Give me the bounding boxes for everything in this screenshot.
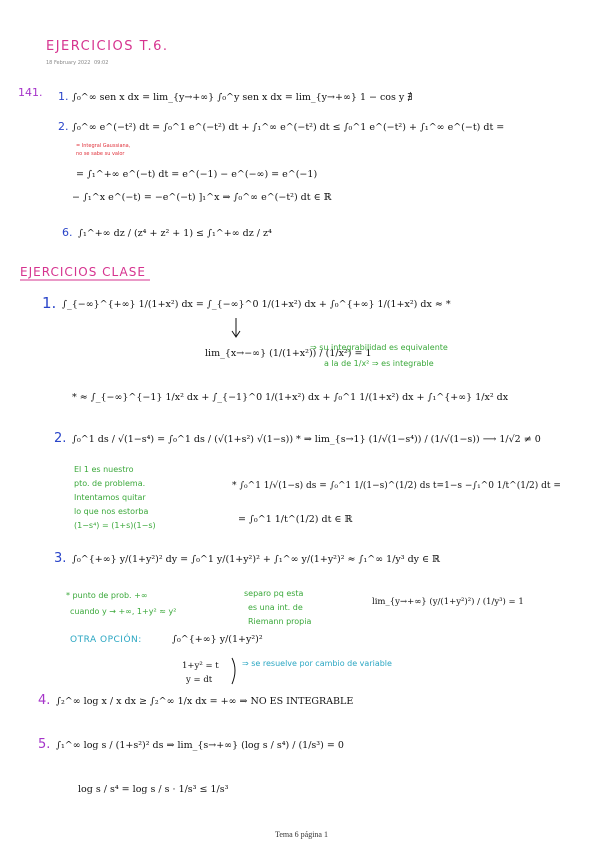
page-time: 09:02 [94,60,109,66]
ex3-limit: lim_{y→+∞} (y/(1+y²)²) / (1/y³) = 1 [372,597,524,607]
ex2-note-4: lo que nos estorba [74,507,149,516]
ex3-sub-1: 1+y² = t [182,661,219,671]
item2-note-1: = Integral Gaussiana, [76,143,131,149]
ex2-label: 2. [54,431,67,446]
brace-icon [232,658,235,684]
ex3-sub-note: ⇒ se resuelve por cambio de variable [242,659,392,668]
ex1-note-2: a la de 1/x² ⇒ es integrable [324,359,434,368]
ex2-expr: ∫₀^1 ds / √(1−s⁴) = ∫₀^1 ds / (√(1+s²) √(1−s)) * ⇒ lim_{s→1} (1/√(1−s⁴)) / (1/√(1−s)) ⟶ 1/√2 ≠ 0 [72,434,541,445]
ex4-expr: ∫₂^∞ log x / x dx ≥ ∫₂^∞ 1/x dx = +∞ ⇒ NO ES INTEGRABLE [56,696,354,707]
ex3-note-b3: Riemann propia [248,617,312,626]
item2-expr: ∫₀^∞ e^(−t²) dt = ∫₀^1 e^(−t²) dt + ∫₁^∞ e^(−t²) dt ≤ ∫₀^1 e^(−t²) + ∫₁^∞ e^(−t) dt = [72,122,505,133]
down-arrow-icon [232,318,240,337]
item6-expr: ∫₁^+∞ dz / (z⁴ + z² + 1) ≤ ∫₁^+∞ dz / z⁴ [78,228,272,239]
item2-line3: − ∫₁^x e^(−t) = −e^(−t) ]₁^x ⇒ ∫₀^∞ e^(−t²) dt ∈ ℝ [72,192,332,203]
ex3-other-expr: ∫₀^{+∞} y/(1+y²)² [172,634,263,645]
ex2-line2: * ∫₀^1 1/√(1−s) ds = ∫₀^1 1/(1−s)^(1/2) ds t=1−s −∫₁^0 1/t^(1/2) dt = [232,481,561,491]
ex3-sub-2: y = dt [186,675,213,685]
ex3-label: 3. [54,551,67,566]
ex1-label: 1. [42,294,57,312]
item1-label: 1. [58,90,69,103]
ex4-label: 4. [38,693,51,708]
item2-note-2: no se sabe su valor [76,151,125,157]
ex3-note-b1: separo pq esta [244,589,304,598]
ex1-line2: * ≈ ∫_{−∞}^{−1} 1/x² dx + ∫_{−1}^0 1/(1+x²) dx + ∫₀^1 1/(1+x²) dx + ∫₁^{+∞} 1/x² dx [72,392,509,403]
page-date: 18 February 2022 [46,60,91,66]
ex5-line2: log s / s⁴ = log s / s · 1/s³ ≤ 1/s³ [78,784,229,795]
section-title: EJERCICIOS CLASE [20,265,146,279]
ex2-note-3: Intentamos quitar [74,493,146,502]
ex5-label: 5. [38,737,51,752]
page-title: EJERCICIOS T.6. [46,39,169,54]
item2-line2: = ∫₁^+∞ e^(−t) dt = e^(−1) − e^(−∞) = e^(−1) [76,169,318,180]
ex3-other-option: OTRA OPCIÓN: [70,635,142,645]
ex2-note-1: El 1 es nuestro [74,465,134,474]
ex3-expr: ∫₀^{+∞} y/(1+y²)² dy = ∫₀^1 y/(1+y²)² + ∫₁^∞ y/(1+y²)² ≈ ∫₁^∞ 1/y³ dy ∈ ℝ [72,554,441,565]
ex3-note-b2: es una int. de [248,603,303,612]
item1-expr: ∫₀^∞ sen x dx = lim_{y→+∞} ∫₀^y sen x dx = lim_{y→+∞} 1 − cos y ∄ [72,92,413,103]
exercise-number: 141. [18,86,43,99]
ex1-expr: ∫_{−∞}^{+∞} 1/(1+x²) dx = ∫_{−∞}^0 1/(1+x²) dx + ∫₀^{+∞} 1/(1+x²) dx ≈ * [62,299,451,310]
item6-label: 6. [62,226,73,239]
ex2-line3: = ∫₀^1 1/t^(1/2) dt ∈ ℝ [238,514,353,525]
page-footer: Tema 6 página 1 [275,830,328,839]
ex1-limit: lim_{x→−∞} (1/(1+x²)) / (1/x²) = 1 [205,348,372,359]
ex5-expr: ∫₁^∞ log s / (1+s²)² ds ⇒ lim_{s→+∞} (log s / s⁴) / (1/s³) = 0 [56,740,344,751]
ex2-note-5: (1−s⁴) = (1+s)(1−s) [74,521,156,530]
ex2-note-2: pto. de problema. [74,479,146,488]
ex3-note-a2: cuando y → +∞, 1+y² ≈ y² [70,607,177,616]
item2-label: 2. [58,120,69,133]
ex3-note-a1: * punto de prob. +∞ [66,591,148,600]
ex1-note-1: ⇒ su integrabilidad es equivalente [310,343,448,352]
